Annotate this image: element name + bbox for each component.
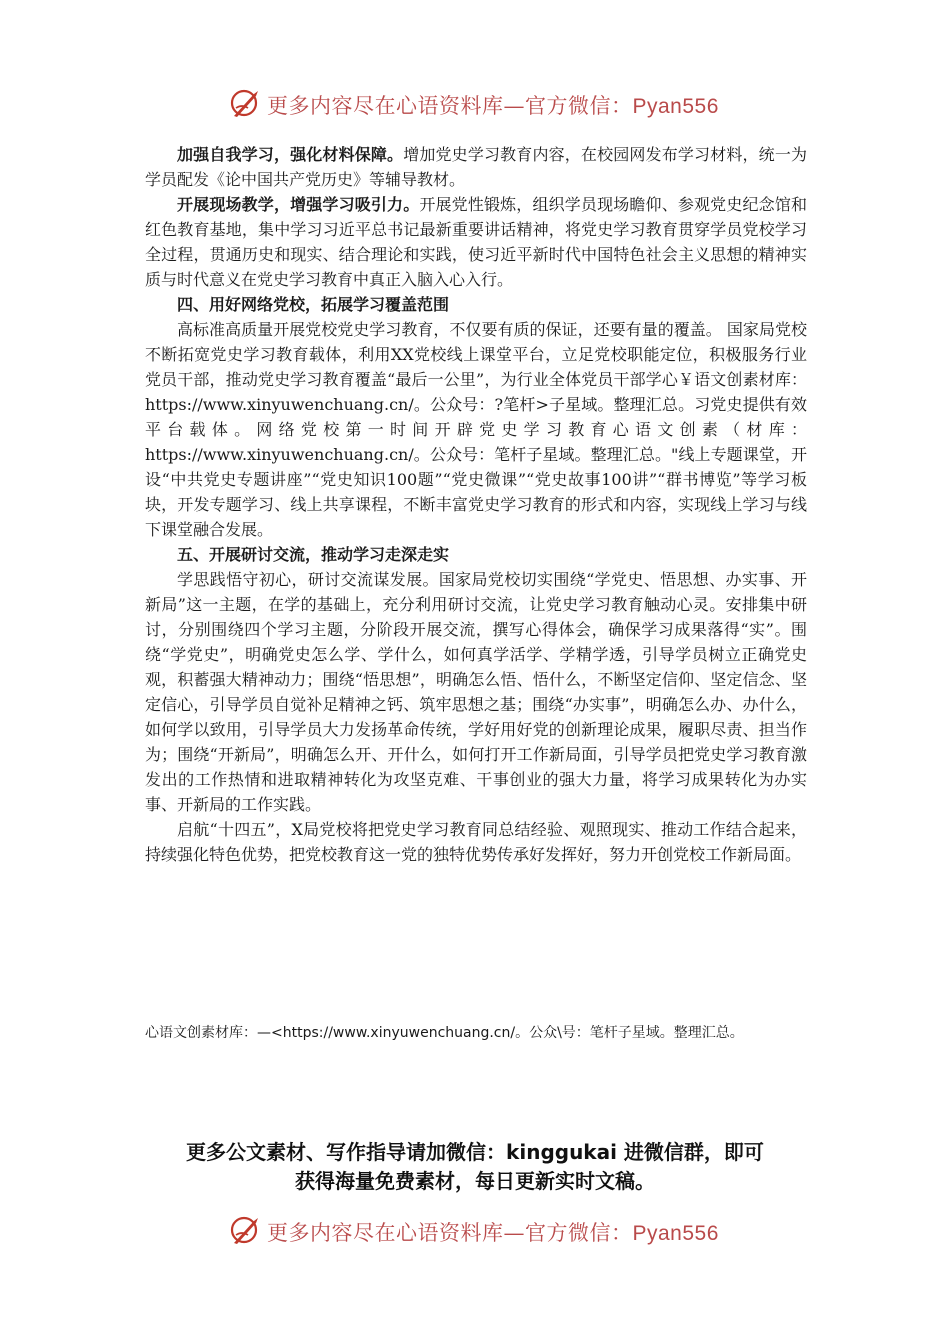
header-banner	[0, 84, 950, 124]
section-heading-5: 五、开展研讨交流，推动学习走深走实	[177, 545, 450, 564]
paragraph: 高标准高质量开展党校党史学习教育，不仅要有质的保证，还要有量的覆盖。 国家局党校不断拓宽党史学习教育载体，利用XX党校线上课堂平台，立足党校职能定位，积极服务行业党员干部，推动党史学习教育覆盖“最后一公里”，为行业全体党员干部学心￥语文创素材库：https://www.xinyuwenchuang.cn/。公众号：?笔杆>子星域。整理汇总。习党史提供有效平台载体。网络党校第一时间开辟党史学习教育心语文创素（材库：https://www.xinyuwenchuang.cn/。公众号：笔杆子星域。整理汇总。"线上专题课堂，开设“中共党史专题讲座”“党史知识100题”“党史微课”“党史故事100讲”“群书博览”等学习板块，开发专题学习、线上共享课程，不断丰富党史学习教育的形式和内容，实现线上学习与线下课堂融合发展。	[145, 320, 807, 539]
paragraph: 学思践悟守初心，研讨交流谋发展。国家局党校切实围绕“学党史、悟思想、办实事、开新局”这一主题，在学的基础上，充分利用研讨交流，让党史学习教育触动心灵。安排集中研讨，分别围绕四个学习主题，分阶段开展交流，撰写心得体会，确保学习成果落得“实”。围绕“学党史”，明确党史怎么学、学什么，如何真学活学、学精学透，引导学员树立正确党史观，积蓄强大精神动力；围绕“悟思想”，明确怎么悟、悟什么，不断坚定信仰、坚定信念、坚定信心，引导学员自觉补足精神之钙、筑牢思想之基；围绕“办实事”，明确怎么办、办什么，如何学以致用，引导学员大力发扬革命传统，学好用好党的创新理论成果，履职尽责、担当作为；围绕“开新局”，明确怎么开、开什么，如何打开工作新局面，引导学员把党史学习教育激发出的工作热情和进取精神转化为攻坚克难、干事创业的强大力量，将学习成果转化为办实事、开新局的工作实践。	[145, 570, 807, 814]
banner-text: 更多内容尽在心语资料库—官方微信：Pyan556	[267, 94, 719, 118]
pen-logo-icon	[228, 86, 262, 120]
paragraph-lead: 开展现场教学，增强学习吸引力。	[177, 195, 420, 214]
article-body	[145, 142, 807, 867]
footer-banner	[0, 1211, 950, 1251]
banner-text: 更多内容尽在心语资料库—官方微信：Pyan556	[267, 1221, 719, 1245]
promo-line-2: 获得海量免费素材，每日更新实时文稿。	[295, 1169, 655, 1193]
promo-text	[100, 1138, 850, 1196]
paragraph-lead: 加强自我学习，强化材料保障。	[177, 145, 404, 164]
banner-wechat-id: Pyan556	[632, 95, 719, 118]
banner-wechat-id: Pyan556	[632, 1222, 719, 1245]
pen-logo-icon	[228, 1213, 262, 1247]
paragraph: 开展现场教学，增强学习吸引力。开展党性锻炼，组织学员现场瞻仰、参观党史纪念馆和红色教育基地，集中学习习近平总书记最新重要讲话精神，将党史学习教育贯穿学员党校学习全过程，贯通历史和现实、结合理论和实践，使习近平新时代中国特色社会主义思想的精神实质与时代意义在党史学习教育中真正入脑入心入行。	[145, 195, 807, 289]
source-line: 心语文创素材库：—<https://www.xinyuwenchuang.cn/。公众\号：笔杆子星域。整理汇总。	[145, 1025, 744, 1041]
promo-line-1: 更多公文素材、写作指导请加微信：kinggukai 进微信群，即可	[186, 1140, 764, 1164]
section-heading-4: 四、用好网络党校，拓展学习覆盖范围	[177, 295, 450, 314]
paragraph: 启航“十四五”，X局党校将把党史学习教育同总结经验、观照现实、推动工作结合起来，持续强化特色优势，把党校教育这一党的独特优势传承好发挥好，努力开创党校工作新局面。	[145, 820, 807, 864]
paragraph: 加强自我学习，强化材料保障。增加党史学习教育内容，在校园网发布学习材料，统一为学员配发《论中国共产党历史》等辅导教材。	[145, 145, 807, 189]
